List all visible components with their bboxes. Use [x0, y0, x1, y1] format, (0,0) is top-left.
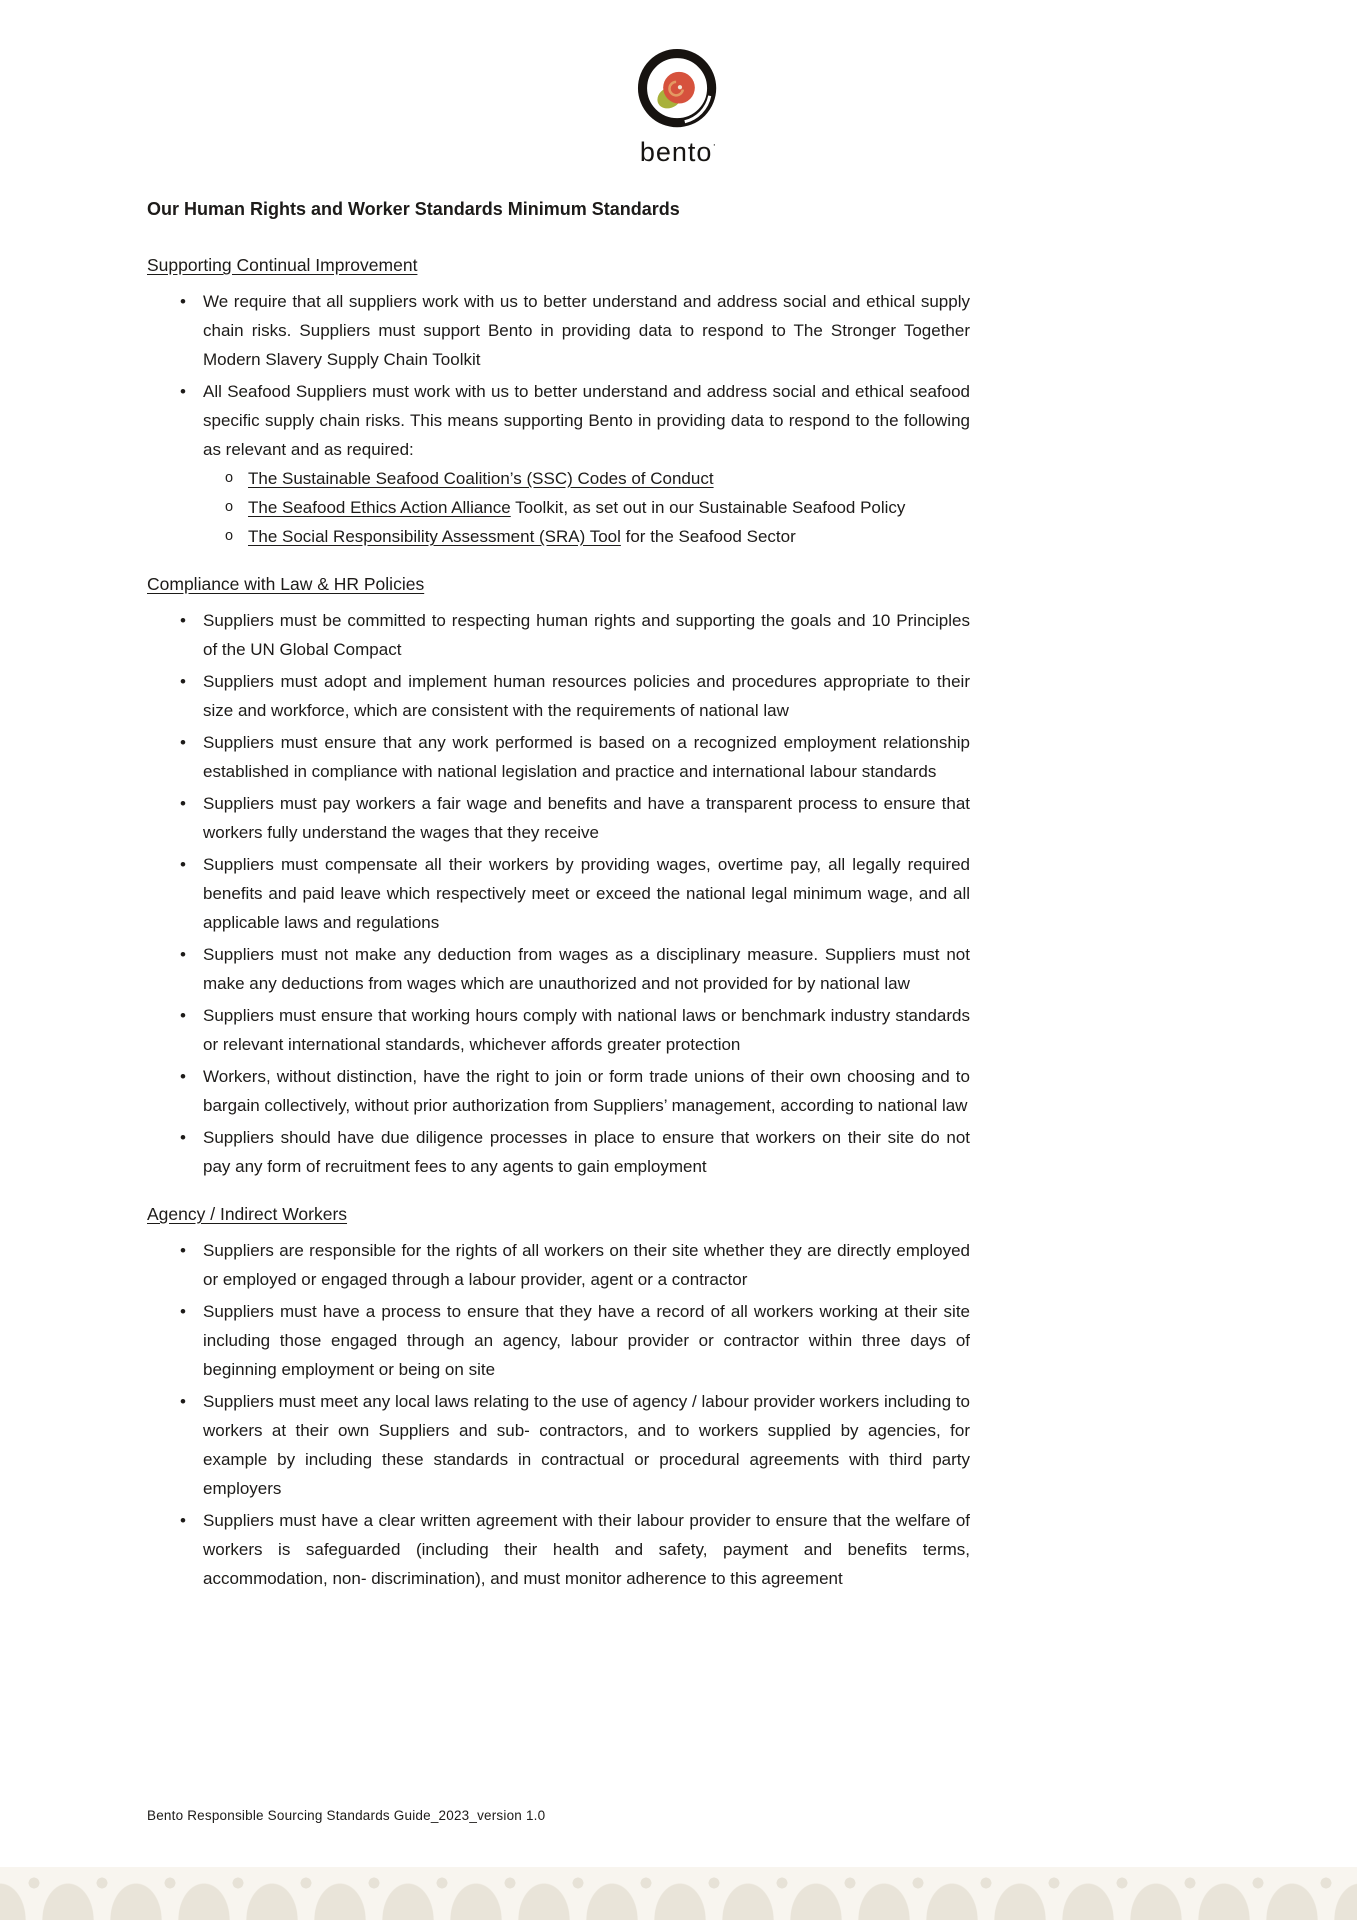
bullet-text: Suppliers must have a process to ensure that they have a record of all workers working at their site including those engaged through an agency, labour provider or contractor within three days of beginning employment or being on site — [203, 1302, 970, 1379]
bullet-text: Suppliers must not make any deduction from wages as a disciplinary measure. Suppliers must not make any deductions from wages which are unauthorized and not provided for by national law — [203, 945, 970, 993]
bullet-text: Workers, without distinction, have the right to join or form trade unions of their own choosing and to bargain collectively, without prior authorization from Suppliers’ management, according to national law — [203, 1067, 970, 1115]
bullet-item — [147, 1001, 970, 1059]
decorative-border — [0, 1867, 1357, 1920]
sub-bullet-item — [203, 522, 970, 551]
bullet-text: Suppliers must have a clear written agreement with their labour provider to ensure that the welfare of workers is safeguarded (including their health and safety, payment and benefits terms, accommodation, non- discrimination), and must monitor adherence to this agreement — [203, 1511, 970, 1588]
sub-bullet-item — [203, 493, 970, 522]
bullet-text: Suppliers must pay workers a fair wage and benefits and have a transparent process to ensure that workers fully understand the wages that they receive — [203, 794, 970, 842]
section-agency-indirect-workers — [147, 1202, 970, 1593]
bullet-item — [147, 728, 970, 786]
link-seafood-ethics-action-alliance[interactable]: The Seafood Ethics Action Alliance — [248, 498, 511, 517]
link-ssc-codes-of-conduct[interactable]: The Sustainable Seafood Coalition’s (SSC) Codes of Conduct — [248, 469, 714, 488]
bullet-item — [147, 850, 970, 937]
bullet-item — [147, 1506, 970, 1593]
document-content — [147, 197, 970, 1614]
section-supporting-continual-improvement — [147, 253, 970, 551]
logo — [0, 44, 1357, 166]
bullet-text: Suppliers must ensure that working hours comply with national laws or benchmark industry standards or relevant international standards, whichever affords greater protection — [203, 1006, 970, 1054]
sub-bullet-list — [203, 464, 970, 551]
document-title: Our Human Rights and Worker Standards Minimum Standards — [147, 199, 680, 219]
logo-trademark-dot: · — [712, 139, 718, 151]
section-compliance-with-law-hr-policies — [147, 572, 970, 1181]
section-heading: Supporting Continual Improvement — [147, 255, 418, 275]
sub-bullet-text: Toolkit, as set out in our Sustainable Seafood Policy — [510, 498, 906, 517]
bullet-item — [147, 1387, 970, 1503]
bullet-text: Suppliers are responsible for the rights of all workers on their site whether they are directly employed or employed or engaged through a labour provider, agent or a contractor — [203, 1241, 970, 1289]
bullet-item — [147, 940, 970, 998]
bullet-list — [147, 1236, 970, 1593]
bullet-list — [147, 606, 970, 1181]
bullet-item — [147, 287, 970, 374]
bullet-text: Suppliers must ensure that any work performed is based on a recognized employment relationship established in compliance with national legislation and practice and international labour standards — [203, 733, 970, 781]
bullet-text: Suppliers should have due diligence processes in place to ensure that workers on their site do not pay any form of recruitment fees to any agents to gain employment — [203, 1128, 970, 1176]
bullet-item — [147, 377, 970, 551]
bullet-item — [147, 667, 970, 725]
bullet-item — [147, 1297, 970, 1384]
bullet-text: We require that all suppliers work with us to better understand and address social and ethical supply chain risks. Suppliers must support Bento in providing data to respond to The Stronger Together Modern Slavery Supply Chain Toolkit — [203, 292, 970, 369]
bullet-text: Suppliers must adopt and implement human resources policies and procedures appropriate to their size and workforce, which are consistent with the requirements of national law — [203, 672, 970, 720]
bullet-item — [147, 606, 970, 664]
section-heading: Compliance with Law & HR Policies — [147, 574, 425, 594]
bullet-text: Suppliers must be committed to respecting human rights and supporting the goals and 10 Principles of the UN Global Compact — [203, 611, 970, 659]
footer-text: Bento Responsible Sourcing Standards Guide_2023_version 1.0 — [147, 1808, 546, 1823]
bullet-item — [147, 1236, 970, 1294]
bullet-item — [147, 789, 970, 847]
bullet-item — [147, 1062, 970, 1120]
logo-wordmark: bento· — [639, 137, 718, 167]
sub-bullet-text: for the Seafood Sector — [620, 527, 796, 546]
bullet-text: All Seafood Suppliers must work with us to better understand and address social and ethical seafood specific supply chain risks. This means supporting Bento in providing data to respond to the following as relevant and as required: — [203, 382, 970, 459]
section-heading: Agency / Indirect Workers — [147, 1204, 348, 1224]
bento-logo-icon — [631, 44, 727, 140]
bullet-text: Suppliers must compensate all their workers by providing wages, overtime pay, all legally required benefits and paid leave which respectively meet or exceed the national legal minimum wage, and all applicable laws and regulations — [203, 855, 970, 932]
bullet-text: Suppliers must meet any local laws relating to the use of agency / labour provider workers including to workers at their own Suppliers and sub- contractors, and to workers supplied by agencies, for example by including these standards in contractual or procedural agreements with third party employers — [203, 1392, 970, 1498]
link-sra-tool[interactable]: The Social Responsibility Assessment (SRA) Tool — [248, 527, 621, 546]
sub-bullet-item — [203, 464, 970, 493]
bullet-list — [147, 287, 970, 551]
bullet-item — [147, 1123, 970, 1181]
